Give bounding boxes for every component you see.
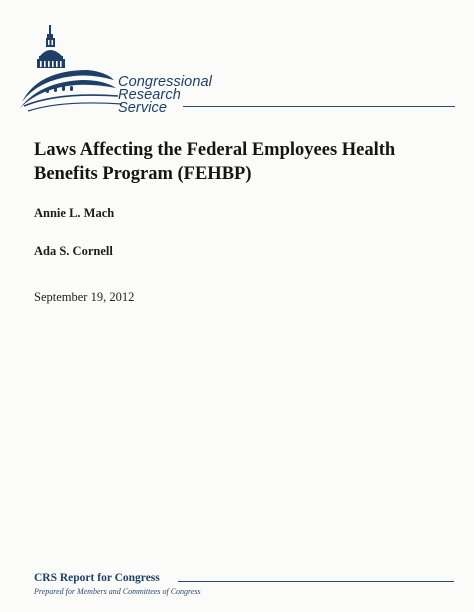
capitol-dome-icon	[18, 22, 128, 114]
footer-rule	[178, 581, 454, 582]
footer-title: CRS Report for Congress	[34, 572, 160, 584]
author-name: Annie L. Mach	[34, 206, 115, 220]
footer-subtitle: Prepared for Members and Committees of Congress	[34, 587, 201, 596]
logo-line-service: Service	[118, 100, 168, 116]
report-date: September 19, 2012	[34, 290, 135, 304]
author-name: Ada S. Cornell	[34, 244, 113, 258]
report-title-line-1: Laws Affecting the Federal Employees Health	[34, 140, 396, 160]
report-title-line-2: Benefits Program (FEHBP)	[34, 164, 252, 184]
report-title	[34, 138, 454, 186]
logo-line-research: Research	[118, 87, 181, 103]
crs-logo	[18, 22, 218, 118]
logo-line-congressional: Congressional	[118, 74, 212, 90]
header-rule	[183, 106, 455, 107]
crs-logo-text	[118, 76, 212, 115]
